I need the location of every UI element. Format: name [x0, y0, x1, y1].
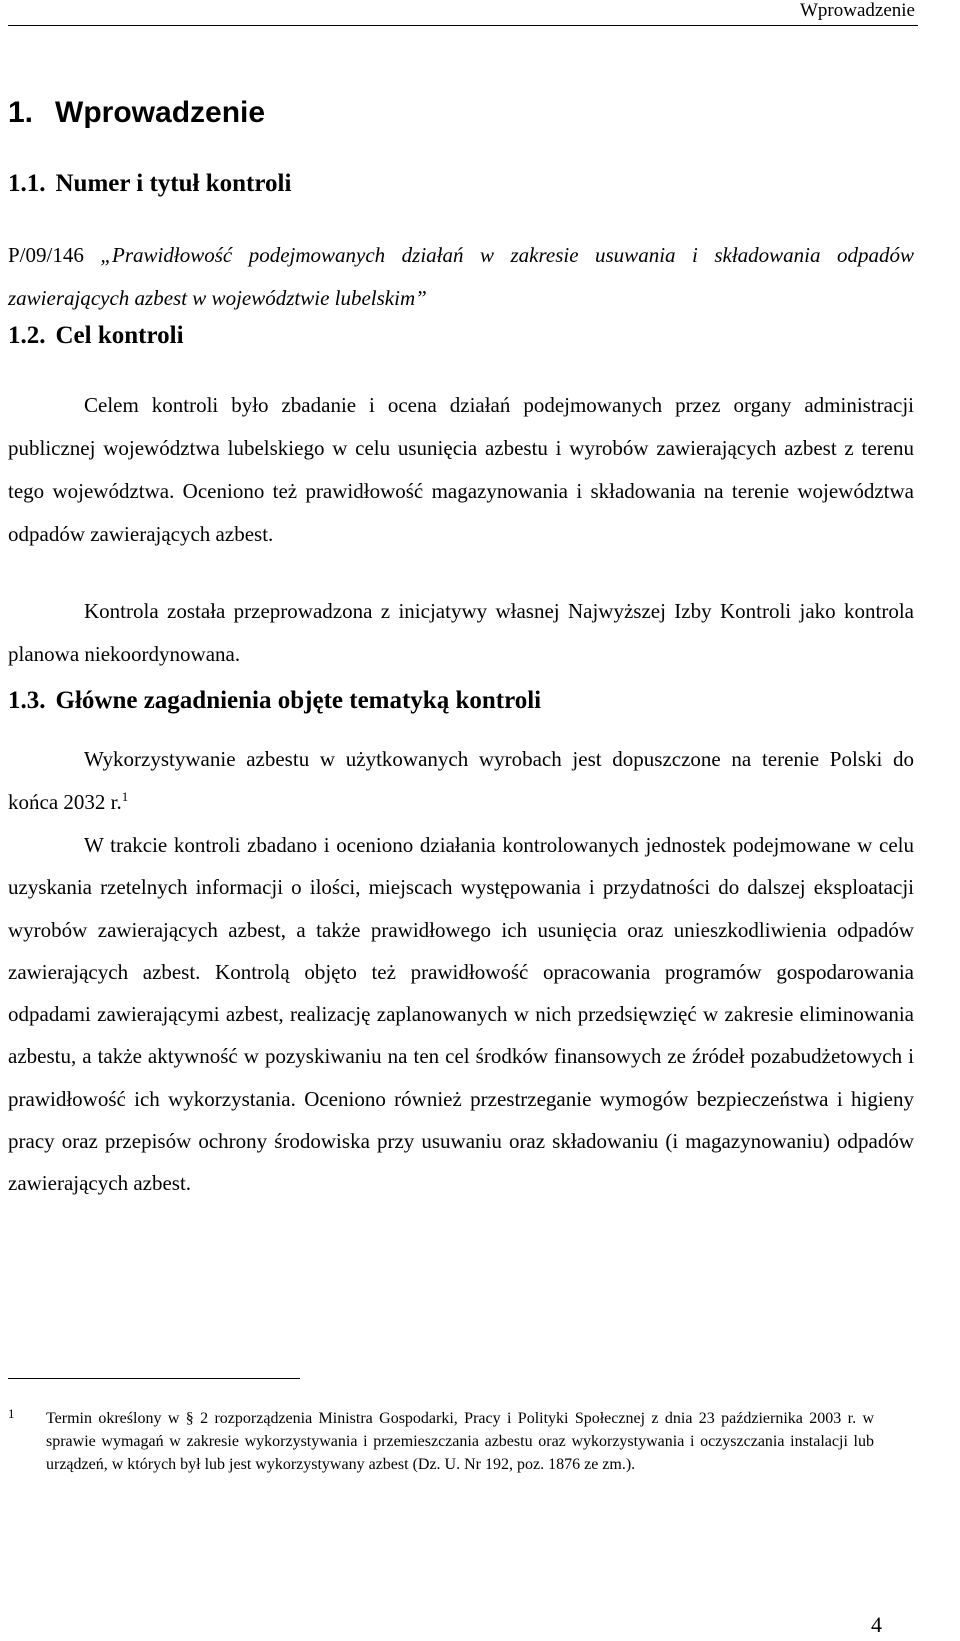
- topics-paragraph-1: [8, 738, 914, 824]
- section-title: Cel kontroli: [55, 322, 184, 349]
- control-title-paragraph: [8, 234, 914, 320]
- footnote-rule: [8, 1378, 300, 1379]
- footnote-marker: 1: [8, 1406, 15, 1421]
- page-number: 4: [871, 1612, 882, 1637]
- section-heading-1-1: [8, 170, 291, 198]
- header-rule: [8, 25, 918, 26]
- footnote-text: Termin określony w § 2 rozporządzenia Ministra Gospodarki, Pracy i Polityki Społecznej z dnia 23 października 2003 r. w sprawie wymagań w zakresie wykorzystywania i przemieszczania azbestu oraz wykorzystywania i oczyszczania instalacji lub urządzeń, w których był lub jest wykorzystywany azbest (Dz. U. Nr 192, poz. 1876 ze zm.).: [46, 1410, 874, 1473]
- goal-paragraph-1: Celem kontroli było zbadanie i ocena działań podejmowanych przez organy administracji publicznej województwa lubelskiego w celu usunięcia azbestu i wyrobów zawierających azbest z terenu tego województwa. Oceniono też prawidłowość magazynowania i składowania na terenie województwa odpadów zawierających azbest.: [8, 393, 914, 546]
- section-number: 1.: [8, 96, 34, 129]
- section-title: Wprowadzenie: [55, 96, 266, 129]
- running-header: Wprowadzenie: [800, 0, 915, 21]
- section-title: Numer i tytuł kontroli: [55, 170, 292, 197]
- section-heading-1-2: [8, 322, 184, 350]
- footnote-reference[interactable]: 1: [121, 789, 129, 804]
- section-number: 1.3.: [8, 687, 46, 714]
- section-heading-1-3: [8, 687, 541, 715]
- control-title: „Prawidłowość podejmowanych działań w zakresie usuwania i składowania odpadów zawierających azbest w województwie lubelskim”: [8, 243, 915, 310]
- section-title: Główne zagadnienia objęte tematyką kontroli: [55, 687, 542, 714]
- control-code: P/09/146: [8, 243, 84, 267]
- goal-paragraph-2: Kontrola została przeprowadzona z inicjatywy własnej Najwyższej Izby Kontroli jako kontrola planowa niekoordynowana.: [8, 599, 914, 666]
- section-heading-1: [8, 96, 265, 130]
- topics-paragraph-1-text: Wykorzystywanie azbestu w użytkowanych wyrobach jest dopuszczone na terenie Polski do końca 2032 r.: [8, 747, 914, 814]
- topics-paragraph-2: W trakcie kontroli zbadano i oceniono działania kontrolowanych jednostek podejmowane w celu uzyskania rzetelnych informacji o ilości, miejscach występowania i przydatności do dalszej eksploatacji wyrobów zawierających azbest, a także prawidłowego ich usunięcia oraz unieszkodliwienia odpadów zawierających azbest. Kontrolą objęto też prawidłowość opracowania programów gospodarowania odpadami zawierającymi azbest, realizację zaplanowanych w nich przedsięwzięć w zakresie eliminowania azbestu, a także aktywność w pozyskiwaniu na ten cel środków finansowych ze źródeł pozabudżetowych i prawidłowość ich wykorzystania. Oceniono również przestrzeganie wymogów bezpieczeństwa i higieny pracy oraz przepisów ochrony środowiska przy usuwaniu oraz składowaniu (i magazynowaniu) odpadów zawierających azbest.: [8, 833, 914, 1196]
- section-number: 1.2.: [8, 322, 46, 349]
- section-number: 1.1.: [8, 170, 46, 197]
